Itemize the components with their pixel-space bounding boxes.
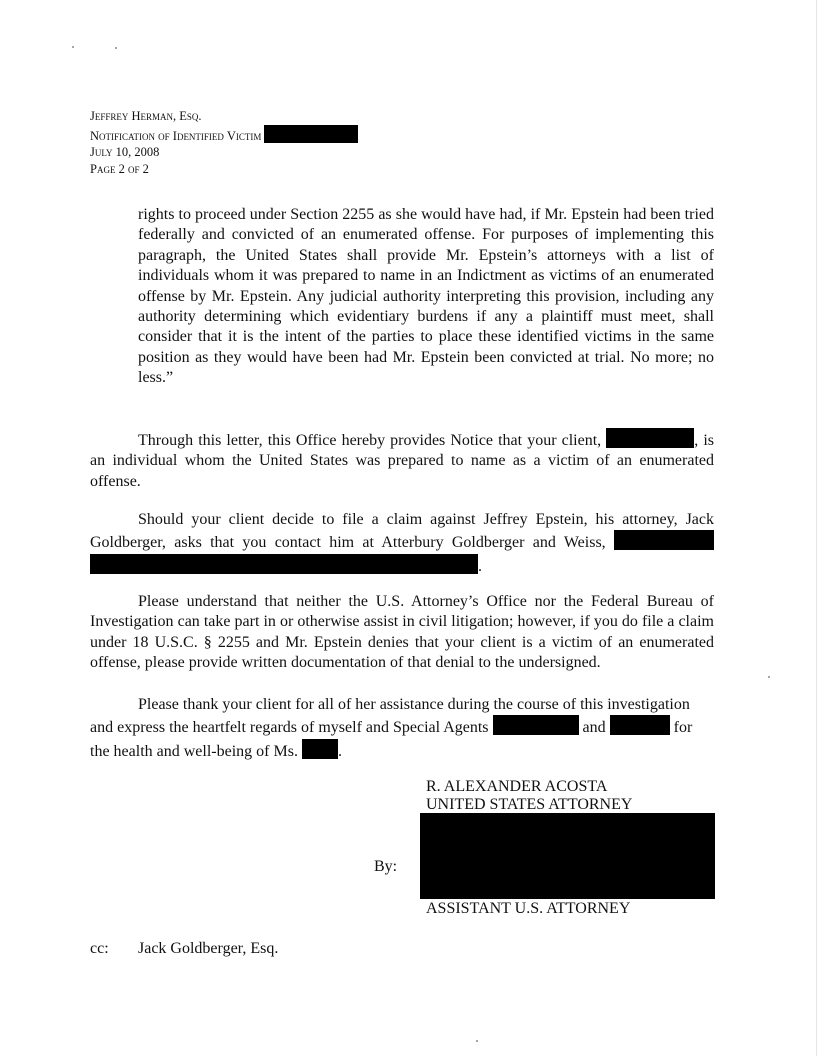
claim-period: . bbox=[478, 557, 482, 575]
header-subject-line bbox=[90, 125, 358, 145]
signer-name: R. ALEXANDER ACOSTA bbox=[426, 778, 608, 795]
header-page-number: Page 2 of 2 bbox=[90, 161, 149, 176]
notice-paragraph bbox=[90, 428, 714, 492]
cc-label: cc: bbox=[90, 940, 109, 957]
signer-title: ASSISTANT U.S. ATTORNEY bbox=[426, 900, 631, 917]
scan-speck bbox=[768, 676, 770, 678]
by-label: By: bbox=[374, 858, 398, 875]
header-subject: Notification of Identified Victim bbox=[90, 128, 262, 143]
redaction-box bbox=[302, 739, 338, 759]
thanks-for: for bbox=[673, 719, 693, 737]
cc-recipient: Jack Goldberger, Esq. bbox=[138, 940, 279, 957]
quoted-agreement-text: rights to proceed under Section 2255 as she would have had, if Mr. Epstein had been tried federally and convicted of an enumerated offense. For purposes of implementing this paragraph, the United States shall provide Mr. Epstein’s attorneys with a list of individuals whom it was prepared to name in an Indictment as victims of an enumerated offense by Mr. Epstein. Any judicial authority interpreting this provision, including any authority determining which evidentiary burdens if any a plaintiff must meet, shall consider that it is the intent of the parties to place these identified victims in the same position as they would have been had Mr. Epstein been convicted at trial. No more; no less.” bbox=[138, 206, 714, 387]
scan-speck bbox=[476, 1040, 478, 1042]
scan-speck bbox=[72, 46, 74, 48]
redaction-box bbox=[606, 428, 694, 448]
thanks-and: and bbox=[582, 719, 606, 737]
header-date: July 10, 2008 bbox=[90, 145, 160, 159]
thanks-period: . bbox=[337, 742, 342, 760]
signature-redaction-box bbox=[420, 813, 715, 899]
thanks-text-2: the health and well-being of Ms. bbox=[90, 742, 298, 760]
thanks-text: Please thank your client for all of her assistance during the course of this investigation and express the heartfelt regards of myself and Special Agents bbox=[90, 696, 690, 737]
header-recipient: Jeffrey Herman, Esq. bbox=[90, 109, 202, 123]
notice-comma: , bbox=[694, 432, 699, 449]
redaction-box bbox=[90, 554, 478, 574]
claim-paragraph bbox=[90, 510, 714, 577]
redaction-box bbox=[610, 715, 670, 735]
redaction-box bbox=[493, 715, 579, 735]
understand-paragraph: Please understand that neither the U.S. Attorney’s Office nor the Federal Bureau of Investigation can take part in or otherwise assist in civil litigation; however, if you do file a claim under 18 U.S.C. § 2255 and Mr. Epstein denies that your client is a victim of an enumerated offense, please provide written documentation of that denial to the undersigned. bbox=[90, 593, 714, 672]
redaction-box bbox=[264, 125, 358, 143]
claim-text: Should your client decide to file a claim against Jeffrey Epstein, his attorney, Jack Goldberger, asks that you contact him at Atterbury Goldberger and Weiss, bbox=[90, 511, 714, 552]
scan-speck bbox=[115, 47, 117, 49]
redaction-box bbox=[614, 530, 714, 550]
letter-header bbox=[90, 108, 358, 177]
cc-line bbox=[90, 940, 278, 958]
notice-text-2: is an individual whom the United States was prepared to name as a victim of an enumerated offense. bbox=[90, 432, 715, 490]
notice-text: Through this letter, this Office hereby provides Notice that your client, bbox=[138, 432, 602, 449]
signer-office: UNITED STATES ATTORNEY bbox=[426, 796, 633, 813]
thanks-paragraph bbox=[90, 695, 714, 762]
